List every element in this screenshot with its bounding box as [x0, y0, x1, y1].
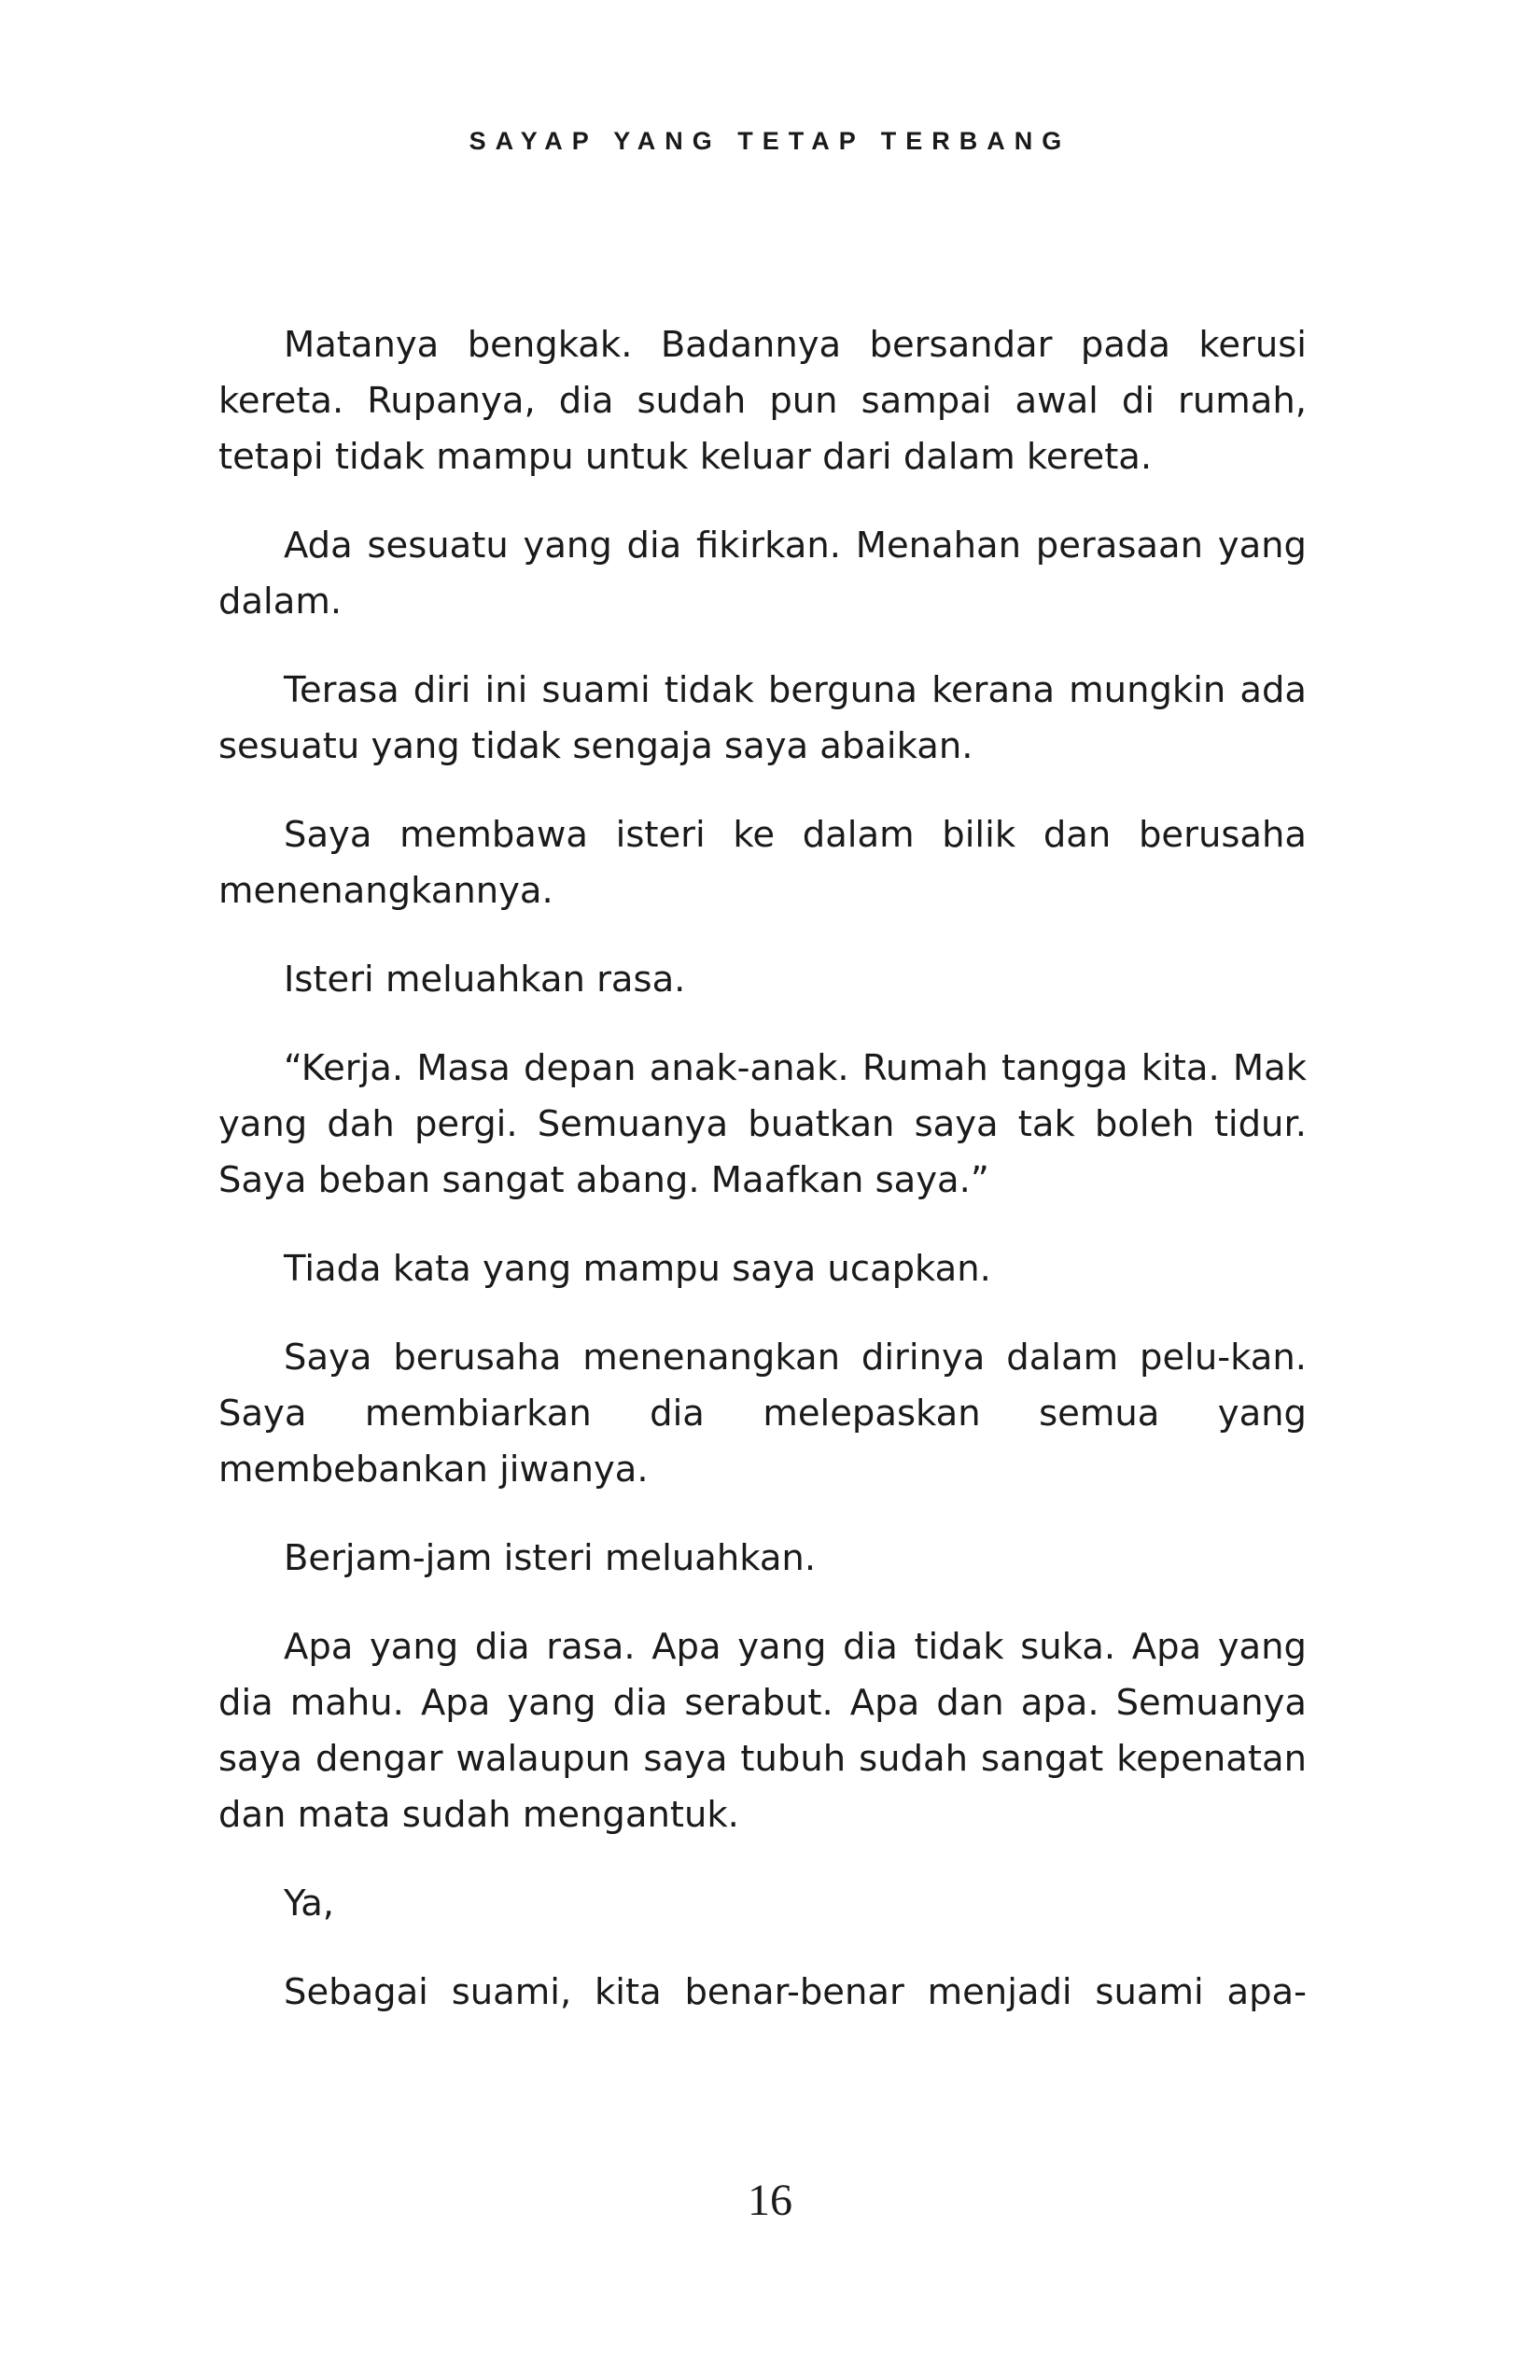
page-number: 16 [748, 2176, 792, 2225]
paragraph-9: Berjam-jam isteri meluahkan. [284, 1537, 817, 1579]
paragraph-4: Saya membawa isteri ke dalam bilik dan berusaha menenangkannya. [218, 814, 1307, 912]
paragraph-3: Terasa diri ini suami tidak berguna kerana mungkin ada sesuatu yang tidak sengaja saya abaikan. [218, 669, 1307, 767]
paragraph-7: Tiada kata yang mampu saya ucapkan. [284, 1248, 991, 1290]
paragraph-1: Matanya bengkak. Badannya bersandar pada kerusi kereta. Rupanya, dia sudah pun sampai awal di rumah, tetapi tidak mampu untuk keluar dari dalam kereta. [218, 324, 1307, 478]
paragraph-5: Isteri meluahkan rasa. [284, 959, 686, 1001]
paragraph-10: Apa yang dia rasa. Apa yang dia tidak suka. Apa yang dia mahu. Apa yang dia serabut. Apa dan apa. Semuanya saya dengar walaupun saya tubuh sudah sangat kepenatan dan mata sudah mengantuk. [218, 1626, 1307, 1836]
paragraph-12: Sebagai suami, kita benar-benar menjadi suami apa- [284, 1971, 1307, 2013]
running-header-title: SAYAP YANG TETAP TERBANG [469, 127, 1071, 155]
paragraph-11: Ya, [284, 1883, 335, 1925]
paragraph-6: “Kerja. Masa depan anak-anak. Rumah tangga kita. Mak yang dah pergi. Semuanya buatkan saya tak boleh tidur. Saya beban sangat abang. Maafkan saya.” [218, 1047, 1307, 1201]
page-body-text [218, 317, 1307, 2053]
paragraph-2: Ada sesuatu yang dia fikirkan. Menahan perasaan yang dalam. [218, 525, 1307, 623]
paragraph-8: Saya berusaha menenangkan dirinya dalam pelu-kan. Saya membiarkan dia melepaskan semua yang membebankan jiwanya. [218, 1337, 1307, 1491]
